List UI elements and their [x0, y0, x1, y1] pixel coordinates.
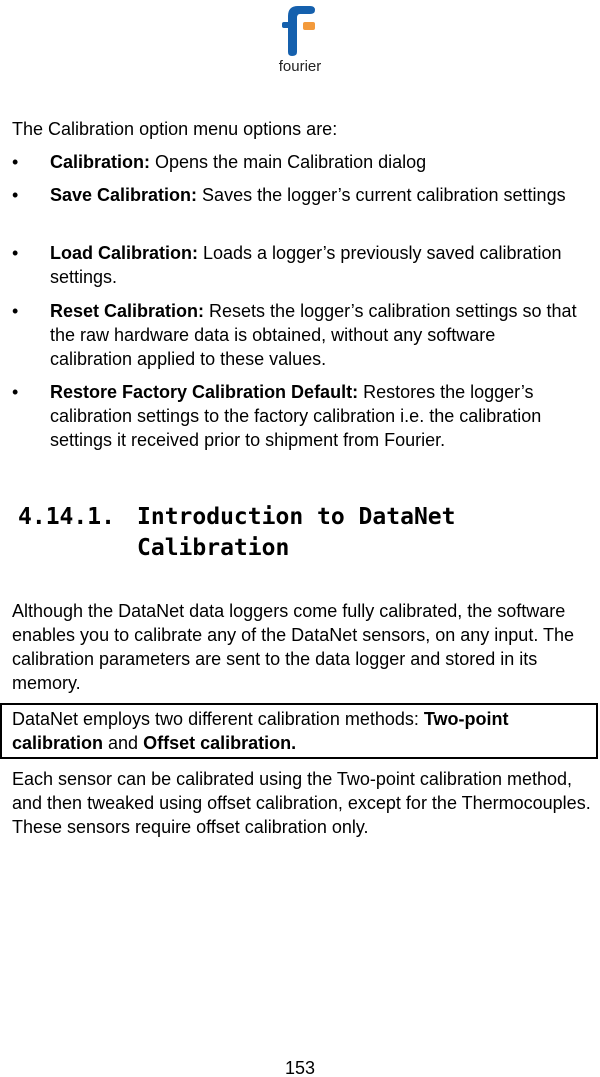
term: Reset Calibration:	[50, 301, 205, 321]
intro-text: The Calibration option menu options are:	[12, 119, 338, 139]
note-text: and	[103, 733, 144, 753]
term: Restore Factory Calibration Default:	[50, 382, 359, 402]
note-text: DataNet employs two different calibration methods:	[12, 709, 424, 729]
body-paragraph: Although the DataNet data loggers come fully calibrated, the software enables you to calibrate any of the DataNet sensors, on any input. The calibration parameters are sent to the data logger and stored in its memory.	[12, 601, 575, 693]
fourier-logo-icon	[270, 0, 330, 58]
document-page: fourier The Calibration option menu options are: • Calibration: Opens the main Calibration dialog • Save Calibration: Saves the logger’s current calibration settings • Load Calibration: Loads a logger’s previously saved calibration settings. • Reset Calibration: Resets the logger’s calibration settings so that the raw hardware data is obtained, without any software calibration applied to these values. • Restore Factory Calibration Default: Restores the logger’s calibration settings to the factory calibration i.e. the calibration settings it received prior to shipment from Fourier. 4.14.1. Introduction to DataNet Calibration Although the DataNet data loggers come fully calibrated, the software enables you to calibrate any of the DataNet sensors, on any input. The calibration parameters are sent to the data logger and stored in its memory. DataNet employs two different calibration methods: Two-point calibration and Offset calibration. Each sensor can be calibrated using the Two-point calibration method, and then tweaked using offset calibration, except for the Thermocouples. These sensors require offset calibration only. 153	[0, 0, 600, 1077]
note-term: Two-point calibration	[12, 709, 509, 753]
section-number: 4.14.1.	[18, 504, 115, 530]
page-number: 153	[284, 1058, 316, 1077]
body-paragraph: Each sensor can be calibrated using the Two-point calibration method, and then tweaked using offset calibration, except for the Thermocouples. These sensors require offset calibration only.	[12, 769, 591, 837]
term: Load Calibration:	[50, 243, 198, 263]
note-term: Offset calibration.	[143, 733, 297, 753]
term: Save Calibration:	[50, 185, 198, 205]
fourier-logo	[270, 0, 330, 80]
description: Saves the logger’s current calibration settings	[197, 185, 566, 205]
section-title: Introduction to DataNet Calibration	[137, 504, 456, 561]
description: Opens the main Calibration dialog	[150, 152, 427, 172]
description: Restores the logger’s calibration settings to the factory calibration i.e. the calibration settings it received prior to shipment from Fourier.	[50, 382, 542, 450]
description: Loads a logger’s previously saved calibration settings.	[50, 243, 562, 287]
description: Resets the logger’s calibration settings so that the raw hardware data is obtained, without any software calibration applied to these values.	[50, 301, 577, 369]
logo-wordmark: fourier	[278, 58, 322, 75]
note-box	[0, 703, 598, 759]
term: Calibration:	[50, 152, 151, 172]
